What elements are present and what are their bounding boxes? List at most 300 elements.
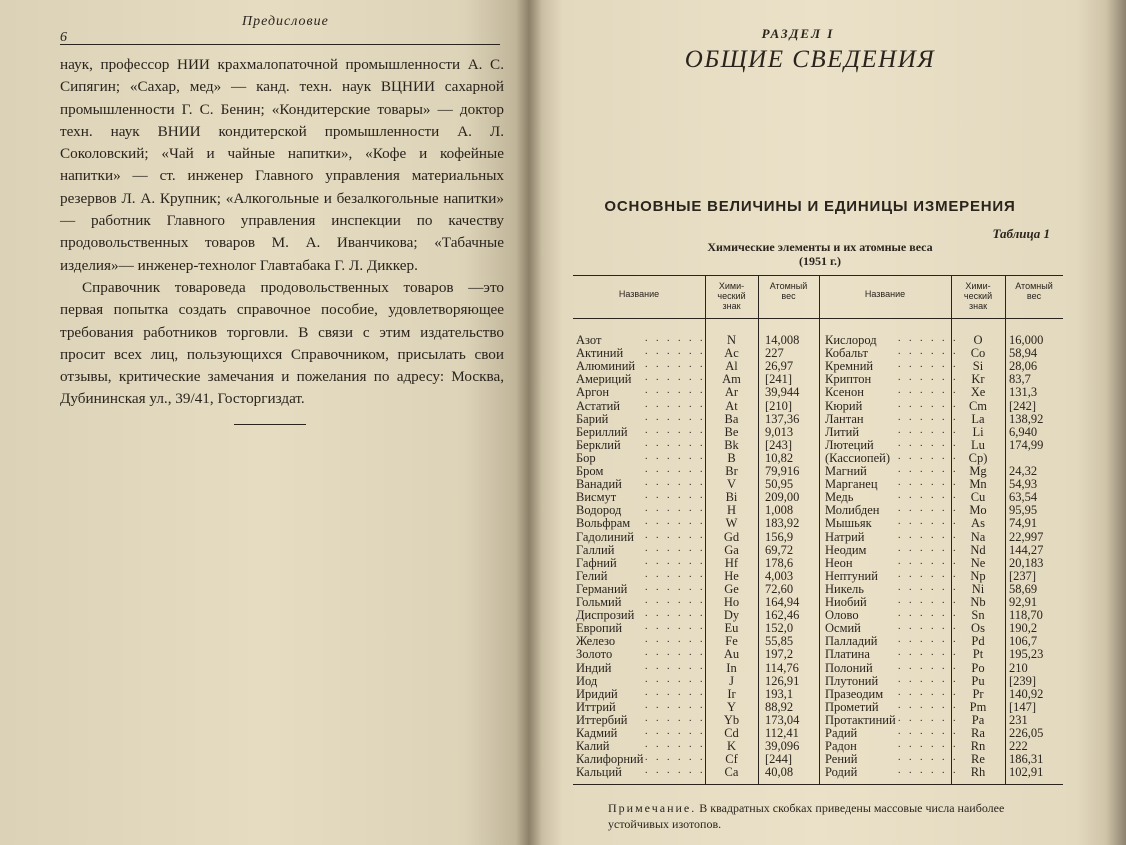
atomic-weight: 39,944 xyxy=(765,385,800,400)
leader-dots: . . . . . . xyxy=(645,411,706,423)
element-name: Золото xyxy=(576,647,613,662)
atomic-weight: 74,91 xyxy=(1009,516,1038,531)
leader-dots: . . . . . . xyxy=(898,660,959,672)
leader-dots: . . . . . . xyxy=(898,464,959,475)
element-symbol: Ir xyxy=(727,686,736,701)
element-symbol: Cm xyxy=(968,398,988,413)
atomic-weight: 16,000 xyxy=(1009,333,1044,347)
element-name: Марганец xyxy=(825,477,878,492)
element-name: Радон xyxy=(825,739,857,754)
element-name: Палладий xyxy=(825,634,878,649)
atomic-weight: 178,6 xyxy=(765,555,794,570)
book-gutter xyxy=(516,0,542,845)
atomic-weight: 190,2 xyxy=(1009,621,1038,636)
leader-dots: . . . . . . xyxy=(898,726,959,737)
header-weight-line: Атомный xyxy=(769,281,808,291)
element-name: Олово xyxy=(825,608,859,623)
atomic-weight: 183,92 xyxy=(765,516,800,531)
leader-dots: . . . . . . xyxy=(645,542,706,554)
atomic-weight: 174,99 xyxy=(1009,437,1044,452)
element-name: Натрий xyxy=(825,529,865,544)
leader-dots: . . . . . . xyxy=(898,686,959,698)
atomic-weight: 164,94 xyxy=(765,595,800,609)
atomic-weight: [147] xyxy=(1009,699,1037,714)
element-name: Родий xyxy=(825,765,858,780)
atomic-weight: 10,82 xyxy=(765,450,794,465)
section-label: РАЗДЕЛ I xyxy=(761,26,835,41)
leader-dots: . . . . . . xyxy=(898,581,959,593)
header-weight-right xyxy=(1005,281,1063,301)
atomic-weight: 39,096 xyxy=(765,739,800,754)
header-weight-line: вес xyxy=(1026,291,1042,301)
element-name: Плутоний xyxy=(825,673,879,688)
leader-dots: . . . . . . xyxy=(898,385,959,397)
element-symbol: O xyxy=(973,333,983,347)
element-symbol: Rn xyxy=(970,739,986,754)
leader-dots: . . . . . . xyxy=(645,581,706,593)
element-name: Калий xyxy=(576,739,610,754)
atomic-weight: 55,85 xyxy=(765,634,794,649)
element-symbol: V xyxy=(726,477,737,492)
element-symbol: Cu xyxy=(970,490,986,505)
element-symbol: Si xyxy=(972,359,984,374)
element-name: Никель xyxy=(825,581,864,596)
element-symbol: Eu xyxy=(724,621,739,636)
leader-dots: . . . . . . xyxy=(898,568,959,580)
element-name: Прометий xyxy=(825,699,879,714)
element-symbol: La xyxy=(971,411,985,426)
atomic-weight: 137,36 xyxy=(765,411,800,426)
element-symbol: Cf xyxy=(725,752,738,767)
leader-dots: . . . . . . xyxy=(898,712,959,724)
leader-dots: . . . . . . xyxy=(645,726,706,737)
atomic-weight: 28,06 xyxy=(1009,359,1038,374)
leader-dots: . . . . . . xyxy=(898,739,959,751)
element-symbol: Mo xyxy=(969,503,987,518)
atomic-weight: 72,60 xyxy=(765,581,794,596)
element-name: Аргон xyxy=(576,385,610,400)
leader-dots: . . . . . . xyxy=(645,464,706,475)
element-symbol: Au xyxy=(723,647,740,662)
element-name: Актиний xyxy=(576,346,624,361)
atomic-weight: 173,04 xyxy=(765,712,800,727)
element-name: Бор xyxy=(576,450,596,465)
atomic-weight: 195,23 xyxy=(1009,647,1044,662)
leader-dots: . . . . . . xyxy=(898,752,959,764)
element-name: Иридий xyxy=(576,686,618,701)
element-name: Алюминий xyxy=(576,359,636,374)
note-text: В квадратных скобках приведены массовые числа наиболее устойчивых изотопов. xyxy=(608,801,1005,831)
atomic-weight: 58,94 xyxy=(1009,346,1038,361)
element-name: Гольмий xyxy=(576,595,622,609)
element-name: Кальций xyxy=(576,765,622,780)
atomic-weight: 231 xyxy=(1009,712,1028,727)
element-symbol: Mg xyxy=(969,464,987,478)
element-symbol: Ar xyxy=(724,385,739,400)
element-symbol: Yb xyxy=(723,712,740,727)
atomic-weight: 118,70 xyxy=(1009,608,1043,623)
leader-dots: . . . . . . xyxy=(645,608,706,620)
leader-dots: . . . . . . xyxy=(645,529,706,541)
header-name-right: Название xyxy=(864,289,906,299)
table-col-divider xyxy=(819,275,820,784)
section-title: ОБЩИЕ СВЕДЕНИЯ xyxy=(684,46,936,73)
element-symbol: Lu xyxy=(971,437,985,452)
leader-dots: . . . . . . xyxy=(645,765,706,777)
element-symbol: Hf xyxy=(724,555,739,570)
leader-dots: . . . . . . xyxy=(898,699,959,711)
leader-dots: . . . . . . xyxy=(645,739,706,751)
atomic-weight: 6,940 xyxy=(1009,424,1038,439)
element-symbol: B xyxy=(727,450,736,465)
atomic-weight: 226,05 xyxy=(1009,726,1044,740)
table-caption-line-1: Химические элементы и их атомные веса xyxy=(707,240,933,254)
header-name-left: Название xyxy=(618,289,660,299)
atomic-weight: 114,76 xyxy=(765,660,799,675)
leader-dots: . . . . . . xyxy=(645,450,706,462)
element-symbol: Br xyxy=(725,464,738,478)
table-note xyxy=(608,800,1068,832)
atomic-weight: 140,92 xyxy=(1009,686,1044,701)
element-symbol: Na xyxy=(970,529,986,544)
element-name: Лютеций xyxy=(825,437,874,452)
atomic-weight: 126,91 xyxy=(765,673,800,688)
atomic-weight: 69,72 xyxy=(765,542,794,557)
leader-dots: . . . . . . xyxy=(898,503,959,515)
element-name: Кобальт xyxy=(825,346,868,361)
element-symbol: Am xyxy=(722,372,741,387)
table-caption xyxy=(640,240,1000,268)
leader-dots: . . . . . . xyxy=(898,450,959,462)
atomic-weight: 4,003 xyxy=(765,568,794,583)
element-symbol: Ca xyxy=(724,765,739,780)
leader-dots: . . . . . . xyxy=(645,660,706,672)
note-lead: Примечание. xyxy=(608,801,697,815)
atomic-weight: 50,95 xyxy=(765,477,794,492)
atomic-weight: 144,27 xyxy=(1009,542,1044,557)
atomic-weight: 106,7 xyxy=(1009,634,1038,649)
element-name: Германий xyxy=(576,581,628,596)
header-symbol-left xyxy=(705,281,758,311)
leader-dots: . . . . . . xyxy=(645,372,706,384)
leader-dots: . . . . . . xyxy=(898,398,959,410)
element-symbol: Cp) xyxy=(968,450,988,465)
leader-dots: . . . . . . xyxy=(898,555,959,567)
header-symbol-line: ческий xyxy=(963,291,993,301)
element-symbol: Pu xyxy=(971,673,985,688)
left-page xyxy=(0,0,528,845)
atomic-weight: 193,1 xyxy=(765,686,794,701)
element-name: Европий xyxy=(576,621,623,636)
atomic-weight: 88,92 xyxy=(765,699,794,714)
element-symbol: Ba xyxy=(724,411,739,426)
element-symbol: Cd xyxy=(724,726,739,740)
element-name: Гафний xyxy=(576,555,617,570)
element-symbol: Pm xyxy=(969,699,987,714)
header-rule xyxy=(60,44,500,45)
leader-dots: . . . . . . xyxy=(645,568,706,580)
leader-dots: . . . . . . xyxy=(645,333,706,344)
atomic-weight: 95,95 xyxy=(1009,503,1038,518)
leader-dots: . . . . . . xyxy=(898,621,959,633)
leader-dots: . . . . . . xyxy=(898,634,959,646)
element-symbol: Nb xyxy=(970,595,986,609)
atomic-weight: 92,91 xyxy=(1009,595,1038,609)
element-symbol: As xyxy=(971,516,985,531)
element-name: Криптон xyxy=(825,372,872,387)
end-rule xyxy=(234,424,306,425)
preface-text xyxy=(60,54,504,411)
element-name: Барий xyxy=(576,411,609,426)
element-name: Осмий xyxy=(825,621,861,636)
leader-dots: . . . . . . xyxy=(645,437,706,449)
element-symbol: Os xyxy=(971,621,985,636)
element-name: Кюрий xyxy=(825,398,863,413)
preface-paragraph-1: наук, профессор НИИ крахмалопаточной промышленности А. С. Сипягин; «Сахар, мед» — канд. техн. наук ВЦНИИ сахарной промышленности Г. С. Бенин; «Кондитерские товары» — доктор техн. наук ВНИИ кондитерской промышленности А. Л. Соколовский; «Чай и чайные напитки», «Кофе и кофейные напитки» — ст. инженер Главного управления материальных резервов Л. А. Крупник; «Алкогольные и безалкогольные напитки» — работник Главного управления инспекции по качеству продовольственных товаров М. А. Иванчикова; «Табачные изделия»— инженер-технолог Главтабака Г. Л. Диккер. xyxy=(60,56,504,274)
element-name: Висмут xyxy=(576,490,617,505)
atomic-weight: 138,92 xyxy=(1009,411,1044,426)
element-name: Азот xyxy=(576,333,602,347)
atomic-weight: [244] xyxy=(765,752,793,767)
leader-dots: . . . . . . xyxy=(645,385,706,397)
atomic-weight: 152,0 xyxy=(765,621,794,636)
element-name: Галлий xyxy=(576,542,615,557)
running-title: Предисловие xyxy=(242,14,329,29)
element-name: Астатий xyxy=(576,398,620,413)
atomic-weight: 63,54 xyxy=(1009,490,1038,505)
element-symbol: Ga xyxy=(724,542,739,557)
leader-dots: . . . . . . xyxy=(645,634,706,646)
header-weight-line: вес xyxy=(781,291,796,301)
table-col-divider xyxy=(1005,275,1006,784)
leader-dots: . . . . . . xyxy=(645,516,706,528)
element-name: Ксенон xyxy=(825,385,864,400)
table-header-rule xyxy=(573,318,1063,319)
element-symbol: Be xyxy=(724,424,739,439)
element-name: Литий xyxy=(825,424,860,439)
element-symbol: Pa xyxy=(971,712,985,727)
atomic-weight: 20,183 xyxy=(1009,555,1044,570)
element-name: Мышьяк xyxy=(825,516,872,531)
element-name: Вольфрам xyxy=(576,516,631,531)
element-name: Кислород xyxy=(825,333,877,347)
atomic-weight: 14,008 xyxy=(765,333,800,347)
element-name: Бериллий xyxy=(576,424,628,439)
page-edge xyxy=(1106,0,1126,845)
atomic-weight: 40,08 xyxy=(765,765,794,780)
element-symbol: Dy xyxy=(723,608,740,623)
table-top-rule xyxy=(573,275,1063,276)
element-symbol: In xyxy=(726,660,737,675)
leader-dots: . . . . . . xyxy=(898,372,959,384)
element-name: Платина xyxy=(825,647,870,662)
atomic-weight: 131,3 xyxy=(1009,385,1038,400)
element-name: Кадмий xyxy=(576,726,618,740)
leader-dots: . . . . . . xyxy=(898,424,959,436)
atomic-weight: [210] xyxy=(765,398,793,413)
element-symbol: Ra xyxy=(971,726,985,740)
element-symbol: Kr xyxy=(971,372,985,387)
element-name: Магний xyxy=(825,464,867,478)
element-symbol: Re xyxy=(971,752,985,767)
table-label: Таблица 1 xyxy=(992,226,1050,241)
element-name: Ванадий xyxy=(576,477,622,492)
atomic-weight: [239] xyxy=(1009,673,1037,688)
element-symbol: Al xyxy=(725,359,738,374)
element-symbol: Fe xyxy=(725,634,738,649)
element-name: (Кассиопей) xyxy=(825,450,891,465)
element-name: Иттербий xyxy=(576,712,628,727)
element-symbol: W xyxy=(725,516,738,531)
element-symbol: Ac xyxy=(724,346,739,361)
header-symbol-line: Хими- xyxy=(718,281,745,291)
leader-dots: . . . . . . xyxy=(645,346,706,358)
element-symbol: Xe xyxy=(970,385,986,400)
leader-dots: . . . . . . xyxy=(645,424,706,436)
header-symbol-line: знак xyxy=(968,301,988,311)
atomic-weight: [241] xyxy=(765,372,793,387)
atomic-weight: 102,91 xyxy=(1009,765,1044,780)
header-symbol-line: знак xyxy=(722,301,741,311)
page-number: 6 xyxy=(60,30,67,45)
element-symbol: H xyxy=(726,503,737,518)
element-name: Железо xyxy=(576,634,616,649)
element-symbol: Sn xyxy=(971,608,985,623)
atomic-weight: 209,00 xyxy=(765,490,800,505)
atomic-weight: 83,7 xyxy=(1009,372,1031,387)
header-symbol-right xyxy=(951,281,1005,311)
element-name: Нептуний xyxy=(825,568,878,583)
element-symbol: Ho xyxy=(723,595,740,609)
leader-dots: . . . . . . xyxy=(898,673,959,685)
leader-dots: . . . . . . xyxy=(898,595,959,606)
leader-dots: . . . . . . xyxy=(898,765,959,777)
leader-dots: . . . . . . xyxy=(898,411,959,423)
element-symbol: Pt xyxy=(972,647,984,662)
leader-dots: . . . . . . xyxy=(645,555,706,567)
element-symbol: Rh xyxy=(970,765,986,780)
header-weight-line: Атомный xyxy=(1015,281,1053,291)
leader-dots: . . . . . . xyxy=(898,333,959,344)
element-name: Берклий xyxy=(576,437,621,452)
leader-dots: . . . . . . xyxy=(898,477,959,489)
element-name: Гадолиний xyxy=(576,529,634,544)
element-symbol: Y xyxy=(726,699,737,714)
element-name: Лантан xyxy=(825,411,864,426)
element-symbol: Bi xyxy=(725,490,738,505)
leader-dots: . . . . . . xyxy=(645,621,706,633)
atomic-weight: 156,9 xyxy=(765,529,794,544)
element-name: Америций xyxy=(576,372,632,387)
element-symbol: Co xyxy=(970,346,986,361)
main-heading: ОСНОВНЫЕ ВЕЛИЧИНЫ И ЕДИНИЦЫ ИЗМЕРЕНИЯ xyxy=(604,198,1016,215)
atomic-weight: 24,32 xyxy=(1009,464,1038,478)
leader-dots: . . . . . . xyxy=(645,490,706,502)
element-symbol: Li xyxy=(972,424,984,439)
leader-dots: . . . . . . xyxy=(898,490,959,502)
leader-dots: . . . . . . xyxy=(898,647,959,659)
element-symbol: J xyxy=(729,673,734,688)
atomic-weight: [237] xyxy=(1009,568,1037,583)
element-symbol: Ni xyxy=(971,581,985,596)
element-name: Протактиний xyxy=(825,712,896,727)
table-bottom-rule xyxy=(573,784,1063,785)
atomic-weight: 186,31 xyxy=(1009,752,1044,767)
leader-dots: . . . . . . xyxy=(645,595,706,606)
leader-dots: . . . . . . xyxy=(898,359,959,371)
header-symbol-line: ческий xyxy=(717,291,746,301)
element-name: Водород xyxy=(576,503,622,518)
header-weight-left xyxy=(758,281,819,301)
element-name: Иттрий xyxy=(576,699,616,714)
atomic-weight: 54,93 xyxy=(1009,477,1038,492)
element-symbol: Np xyxy=(970,568,986,583)
element-symbol: Pr xyxy=(972,686,984,701)
table-caption-line-2: (1951 г.) xyxy=(798,254,842,268)
atomic-weight: [242] xyxy=(1009,398,1037,413)
header-symbol-line: Хими- xyxy=(965,281,991,291)
element-symbol: N xyxy=(726,333,737,347)
element-symbol: Ge xyxy=(724,581,739,596)
atomic-weight: 222 xyxy=(1009,739,1028,754)
atomic-weight: 58,69 xyxy=(1009,581,1038,596)
element-symbol: Mn xyxy=(969,477,987,492)
leader-dots: . . . . . . xyxy=(645,647,706,659)
leader-dots: . . . . . . xyxy=(645,699,706,711)
leader-dots: . . . . . . xyxy=(645,712,706,724)
element-name: Празеодим xyxy=(825,686,884,701)
element-name: Иод xyxy=(576,673,598,688)
element-name: Полоний xyxy=(825,660,873,675)
element-symbol: Pd xyxy=(971,634,985,649)
leader-dots: . . . . . . xyxy=(645,503,706,515)
atomic-weight: 197,2 xyxy=(765,647,794,662)
leader-dots: . . . . . . xyxy=(645,359,706,371)
leader-dots: . . . . . . xyxy=(898,529,959,541)
element-name: Медь xyxy=(825,490,854,505)
leader-dots: . . . . . . xyxy=(645,673,706,685)
atomic-weight: 1,008 xyxy=(765,503,794,518)
element-symbol: Nd xyxy=(970,542,986,557)
leader-dots: . . . . . . xyxy=(645,398,706,410)
element-name: Молибден xyxy=(825,503,880,518)
atomic-weight: 9,013 xyxy=(765,424,794,439)
element-name: Неодим xyxy=(825,542,867,557)
element-name: Калифорний xyxy=(576,752,644,767)
element-symbol: Po xyxy=(971,660,985,675)
leader-dots: . . . . . . xyxy=(645,686,706,698)
atomic-weight: 26,97 xyxy=(765,359,794,374)
atomic-weight: 22,997 xyxy=(1009,529,1044,544)
atomic-weight: [243] xyxy=(765,437,793,452)
atomic-weight: 210 xyxy=(1009,660,1028,675)
element-name: Ниобий xyxy=(825,595,867,609)
element-symbol: At xyxy=(725,398,738,413)
element-symbol: He xyxy=(724,568,739,583)
element-symbol: Gd xyxy=(723,529,740,544)
leader-dots: . . . . . . xyxy=(898,516,959,528)
preface-paragraph-2: Справочник товароведа продовольственных товаров —это первая попытка создать справочное пособие, удовлетворяющее требования работников торговли. В связи с этим издательство просит всех лиц, пользующихся Справочником, присылать свои отзывы, критические замечания и пожелания по адресу: Москва, Дубининская ул., 39/41, Госторгиздат. xyxy=(60,278,504,408)
leader-dots: . . . . . . xyxy=(898,437,959,449)
element-name: Бром xyxy=(576,464,604,478)
element-name: Диспрозий xyxy=(576,608,635,623)
element-name: Кремний xyxy=(825,359,874,374)
atomic-weight: 227 xyxy=(765,346,784,361)
leader-dots: . . . . . . xyxy=(898,542,959,554)
element-name: Индий xyxy=(576,660,612,675)
element-symbol: Ne xyxy=(970,555,986,570)
element-name: Радий xyxy=(825,726,858,740)
